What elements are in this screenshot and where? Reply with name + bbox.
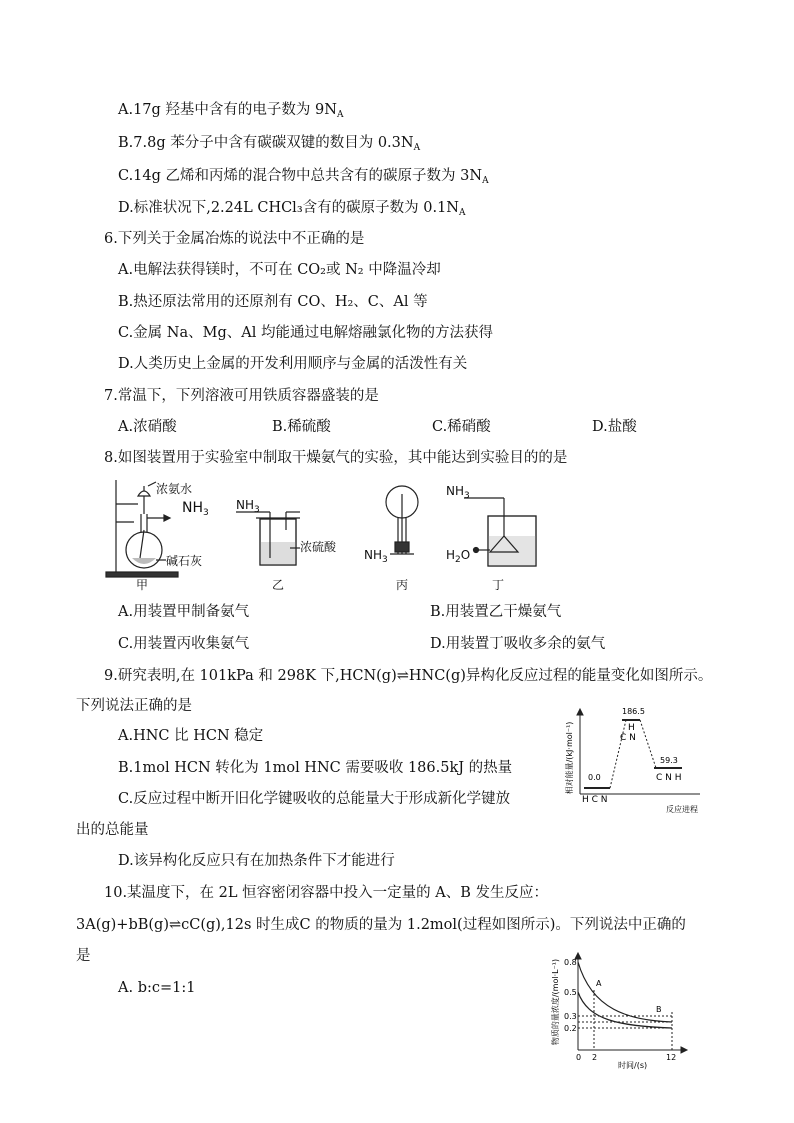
q10-option-a: A. b:c=1:1 bbox=[118, 980, 196, 996]
q7-option-a: A.浓硝酸 bbox=[118, 419, 177, 435]
subscript: A bbox=[459, 208, 466, 218]
xtick-12: 12 bbox=[666, 1053, 677, 1062]
q6-option-d: D.人类历史上金属的开发利用顺序与金属的活泼性有关 bbox=[118, 356, 468, 372]
yi-caption: 乙 bbox=[272, 578, 285, 592]
ytick-02: 0.2 bbox=[564, 1024, 577, 1033]
energy-axis-label: 相对能量/(kJ·mol⁻¹) bbox=[565, 721, 574, 795]
q10-concentration-chart bbox=[548, 950, 698, 1072]
q5-option-d bbox=[118, 198, 466, 223]
xtick-0: 0 bbox=[576, 1053, 582, 1062]
species-hnc: C N H bbox=[656, 773, 682, 783]
q6-option-a: A.电解法获得镁时，不可在 CO₂或 N₂ 中降温冷却 bbox=[118, 262, 441, 278]
option-text: B.7.8g 苯分子中含有碳碳双键的数目为 0.3N bbox=[118, 135, 414, 151]
energy-value-59: 59.3 bbox=[660, 756, 678, 765]
q7-stem: 7.常温下，下列溶液可用铁质容器盛装的是 bbox=[104, 388, 379, 404]
q10-stem-line3: 是 bbox=[76, 948, 91, 964]
jia-label-ammonia-water: 浓氨水 bbox=[156, 482, 193, 496]
q9-stem-line2: 下列说法正确的是 bbox=[76, 698, 192, 714]
species-ts-h: H bbox=[628, 723, 635, 733]
ytick-08: 0.8 bbox=[564, 958, 577, 967]
bing-caption: 丙 bbox=[396, 578, 409, 592]
q8-option-d: D.用装置丁吸收多余的氨气 bbox=[430, 636, 606, 652]
q5-option-c bbox=[118, 166, 489, 191]
q9-option-b: B.1mol HCN 转化为 1mol HNC 需要吸收 186.5kJ 的热量 bbox=[118, 760, 513, 776]
reaction-axis-label: 反应进程 bbox=[666, 805, 698, 814]
q8-stem: 8.如图装置用于实验室中制取干燥氨气的实验，其中能达到实验目的的是 bbox=[104, 450, 568, 466]
option-text: A.17g 羟基中含有的电子数为 9N bbox=[118, 102, 337, 118]
ding-label-nh3 bbox=[446, 484, 470, 501]
jia-label-soda-lime: 碱石灰 bbox=[166, 554, 203, 568]
energy-value-186: 186.5 bbox=[622, 707, 645, 716]
q9-stem-line1: 9.研究表明,在 101kPa 和 298K 下,HCN(g)⇌HNC(g)异构化反应过程的能量变化如图所示。 bbox=[104, 668, 713, 684]
species-ts: C N bbox=[620, 733, 636, 743]
series-label-a: A bbox=[596, 979, 602, 988]
q8-option-b: B.用装置乙干燥氨气 bbox=[430, 604, 562, 620]
q9-option-c-line1: C.反应过程中断开旧化学键吸收的总能量大于形成新化学键放 bbox=[118, 791, 511, 807]
subscript: 2 bbox=[455, 555, 461, 565]
q5-option-b bbox=[118, 133, 420, 158]
yi-label-sulfuric-acid: 浓硫酸 bbox=[300, 540, 337, 554]
formula-text: NH bbox=[446, 484, 464, 498]
q8-option-a: A.用装置甲制备氨气 bbox=[118, 604, 250, 620]
q9-energy-diagram bbox=[562, 706, 722, 818]
formula-text: NH bbox=[236, 498, 254, 512]
ding-caption: 丁 bbox=[492, 578, 505, 592]
ding-label-water bbox=[446, 548, 470, 565]
jia-caption: 甲 bbox=[136, 578, 149, 592]
jia-label-nh3 bbox=[182, 500, 209, 518]
option-text: D.标准状况下,2.24L CHCl₃含有的碳原子数为 0.1N bbox=[118, 200, 459, 216]
q8-option-c: C.用装置丙收集氨气 bbox=[118, 636, 250, 652]
formula-text: NH bbox=[182, 500, 203, 516]
subscript: 3 bbox=[464, 491, 470, 501]
xtick-2: 2 bbox=[592, 1053, 598, 1062]
option-text: C.14g 乙烯和丙烯的混合物中总共含有的碳原子数为 3N bbox=[118, 168, 483, 184]
species-hcn: H C N bbox=[582, 795, 608, 805]
formula-text: O bbox=[460, 548, 471, 562]
energy-value-0: 0.0 bbox=[588, 773, 601, 782]
q9-option-c-line2: 出的总能量 bbox=[76, 822, 149, 838]
q7-option-c: C.稀硝酸 bbox=[432, 419, 491, 435]
formula-text: NH bbox=[364, 548, 382, 562]
q10-stem-line1: 10.某温度下，在 2L 恒容密闭容器中投入一定量的 A、B 发生反应： bbox=[104, 885, 548, 901]
yi-label-nh3 bbox=[236, 498, 260, 515]
q6-option-b: B.热还原法常用的还原剂有 CO、H₂、C、Al 等 bbox=[118, 294, 428, 310]
q9-option-d: D.该异构化反应只有在加热条件下才能进行 bbox=[118, 853, 395, 869]
subscript: 3 bbox=[254, 505, 260, 515]
bing-label-nh3 bbox=[364, 548, 388, 565]
subscript: 3 bbox=[203, 508, 209, 518]
series-label-b: B bbox=[656, 1005, 662, 1014]
q7-option-b: B.稀硫酸 bbox=[272, 419, 331, 435]
q9-option-a: A.HNC 比 HCN 稳定 bbox=[118, 728, 264, 744]
q5-option-a bbox=[118, 100, 343, 125]
formula-text: H bbox=[446, 548, 456, 562]
q7-option-d: D.盐酸 bbox=[592, 419, 637, 435]
q10-stem-line2: 3A(g)+bB(g)⇌cC(g),12s 时生成C 的物质的量为 1.2mol(过程如图所示)。下列说法中正确的 bbox=[76, 917, 686, 933]
ytick-05: 0.5 bbox=[564, 988, 577, 997]
conc-axis-label: 物质的量浓度/(mol·L⁻¹) bbox=[551, 958, 560, 1046]
subscript: A bbox=[413, 143, 421, 153]
subscript: 3 bbox=[382, 555, 388, 565]
time-axis-label: 时间/(s) bbox=[618, 1061, 648, 1070]
subscript: A bbox=[482, 176, 489, 186]
q6-stem: 6.下列关于金属冶炼的说法中不正确的是 bbox=[104, 231, 365, 247]
subscript: A bbox=[336, 110, 344, 120]
ytick-03: 0.3 bbox=[564, 1012, 577, 1021]
q6-option-c: C.金属 Na、Mg、Al 均能通过电解熔融氯化物的方法获得 bbox=[118, 325, 493, 341]
